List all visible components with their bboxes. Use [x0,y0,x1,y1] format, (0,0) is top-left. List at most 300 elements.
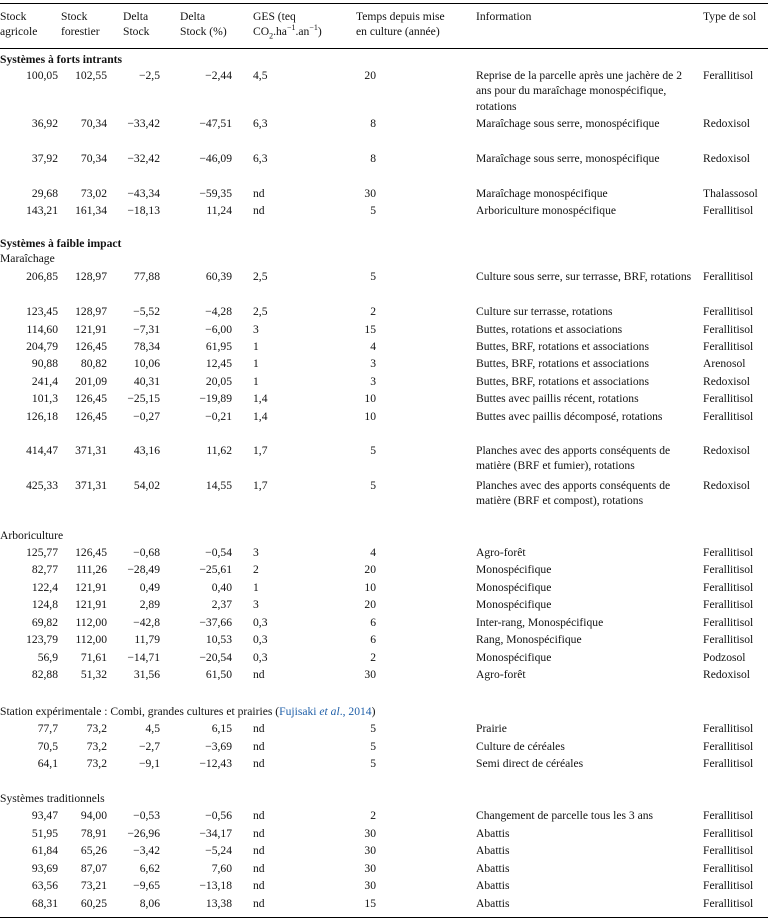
cell-delta-stock: 11,79 [134,633,160,646]
cell-delta-stock: 0,49 [139,581,160,594]
cell-information: Buttes avec paillis décomposé, rotations [476,410,663,423]
cell-temps: 2 [370,305,376,318]
cell-delta-stock-pct: −37,66 [199,616,232,629]
cell-type-de-sol: Ferallitisol [703,809,754,822]
cell-stock-agricole: 61,84 [31,844,58,857]
cell-stock-forestier: 73,2 [86,740,107,753]
cell-stock-forestier: 51,32 [80,668,107,681]
cell-temps: 6 [370,633,376,646]
cell-ges: 0,3 [253,616,268,629]
cell-information: Buttes avec paillis récent, rotations [476,392,639,405]
cell-delta-stock: 4,5 [145,722,160,735]
cell-temps: 15 [364,323,376,336]
cell-temps: 5 [370,479,376,492]
cell-information: Maraîchage monospécifique [476,187,608,200]
cell-information: Culture de céréales [476,740,565,753]
cell-delta-stock-pct: −3,69 [205,740,232,753]
citation-author: Fujisaki [279,705,320,718]
cell-information: Buttes, BRF, rotations et associations [476,357,649,370]
cell-type-de-sol: Ferallitisol [703,722,754,735]
cell-delta-stock: 8,06 [139,897,160,910]
cell-information: Arboriculture monospécifique [476,204,617,217]
cell-stock-agricole: 70,5 [37,740,58,753]
cell-delta-stock-pct: 14,55 [205,479,232,492]
cell-stock-forestier: 371,31 [75,444,107,457]
cell-ges: nd [253,897,265,910]
cell-delta-stock-pct: −0,54 [205,546,232,559]
cell-ges: 1,7 [253,444,268,457]
cell-ges: 3 [253,598,259,611]
cell-type-de-sol: Redoxisol [703,479,751,492]
cell-delta-stock: 2,89 [139,598,160,611]
cell-delta-stock: 10,06 [133,357,160,370]
cell-ges: 0,3 [253,651,268,664]
header-ges [253,9,322,40]
cell-delta-stock: −43,34 [127,187,160,200]
cell-stock-forestier: 371,31 [75,479,107,492]
header-line [253,24,322,39]
cell-information: Inter-rang, Monospécifique [476,616,604,629]
cell-ges: nd [253,187,265,200]
cell-type-de-sol: Redoxisol [703,117,751,130]
cell-delta-stock: −25,15 [127,392,160,405]
cell-stock-agricole: 122,4 [31,581,58,594]
cell-temps: 4 [370,546,376,559]
cell-information: Planches avec des apports conséquents de matière (BRF et compost), rotations [476,479,671,508]
cell-ges: nd [253,740,265,753]
cell-ges: 2,5 [253,270,268,283]
cell-delta-stock: −14,71 [127,651,160,664]
cell-stock-forestier: 128,97 [75,270,107,283]
citation-year: ., 2014 [339,705,372,718]
cell-delta-stock: −0,68 [133,546,160,559]
cell-stock-agricole: 204,79 [26,340,58,353]
header-delta-stock [123,9,149,40]
cell-stock-forestier: 73,2 [86,757,107,770]
cell-stock-agricole: 63,56 [31,879,58,892]
cell-stock-agricole: 82,88 [31,668,58,681]
cell-delta-stock: −28,49 [127,563,160,576]
cell-temps: 30 [364,844,376,857]
cell-delta-stock: −18,13 [127,204,160,217]
header-ges-an: .an [295,25,310,39]
header-ges-exp: −1 [286,23,296,33]
cell-delta-stock-pct: 61,50 [205,668,232,681]
section-forts-intrants: Systèmes à forts intrants [0,53,123,66]
header-line: en culture (année) [356,25,440,39]
cell-stock-forestier: 78,91 [80,827,107,840]
cell-type-de-sol: Ferallitisol [703,740,754,753]
cell-delta-stock-pct: 61,95 [205,340,232,353]
header-information [476,9,531,24]
cell-type-de-sol: Ferallitisol [703,204,754,217]
cell-ges: nd [253,879,265,892]
cell-information: Semi direct de céréales [476,757,584,770]
cell-delta-stock: 43,16 [133,444,160,457]
cell-information: Abattis [476,844,510,857]
cell-temps: 20 [364,598,376,611]
cell-stock-forestier: 121,91 [75,598,107,611]
cell-ges: 0,3 [253,633,268,646]
cell-information: Culture sur terrasse, rotations [476,305,613,318]
cell-information: Planches avec des apports conséquents de matière (BRF et fumier), rotations [476,444,671,473]
cell-information: Culture sous serre, sur terrasse, BRF, rotations [476,270,692,283]
cell-stock-forestier: 80,82 [80,357,107,370]
cell-type-de-sol: Arenosol [703,357,746,370]
cell-temps: 2 [370,651,376,664]
cell-stock-forestier: 121,91 [75,581,107,594]
cell-information: Buttes, BRF, rotations et associations [476,375,649,388]
cell-type-de-sol: Ferallitisol [703,270,754,283]
cell-stock-forestier: 70,34 [80,117,107,130]
cell-stock-agricole: 414,47 [26,444,58,457]
cell-delta-stock: 40,31 [133,375,160,388]
cell-delta-stock-pct: −2,44 [205,69,232,82]
cell-delta-stock-pct: −13,18 [199,879,232,892]
cell-stock-forestier: 112,00 [75,633,107,646]
cell-ges: 2,5 [253,305,268,318]
cell-ges: nd [253,757,265,770]
cell-delta-stock: −7,31 [133,323,160,336]
cell-ges: 1,7 [253,479,268,492]
cell-temps: 5 [370,270,376,283]
cell-ges: nd [253,809,265,822]
cell-stock-forestier: 70,34 [80,152,107,165]
cell-information: Prairie [476,722,507,735]
cell-stock-agricole: 123,79 [26,633,58,646]
cell-stock-agricole: 69,82 [31,616,58,629]
cell-temps: 30 [364,827,376,840]
header-ges-sub: 2 [269,31,274,41]
cell-delta-stock: −9,65 [133,879,160,892]
cell-information: Monospécifique [476,651,552,664]
cell-delta-stock-pct: 60,39 [205,270,232,283]
cell-stock-forestier: 73,2 [86,722,107,735]
cell-ges: 6,3 [253,152,268,165]
cell-delta-stock-pct: 2,37 [211,598,232,611]
header-stock-forestier [61,9,100,40]
cell-temps: 4 [370,340,376,353]
cell-type-de-sol: Ferallitisol [703,392,754,405]
cell-temps: 5 [370,722,376,735]
cell-temps: 8 [370,117,376,130]
cell-type-de-sol: Ferallitisol [703,305,754,318]
cell-ges: 2 [253,563,259,576]
cell-stock-forestier: 73,02 [80,187,107,200]
cell-stock-agricole: 36,92 [31,117,58,130]
cell-type-de-sol: Ferallitisol [703,827,754,840]
cell-stock-forestier: 112,00 [75,616,107,629]
cell-temps: 30 [364,862,376,875]
cell-type-de-sol: Ferallitisol [703,897,754,910]
cell-information: Maraîchage sous serre, monospécifique [476,117,660,130]
cell-stock-agricole: 29,68 [31,187,58,200]
cell-type-de-sol: Ferallitisol [703,340,754,353]
cell-information: Abattis [476,879,510,892]
cell-delta-stock-pct: −20,54 [199,651,232,664]
cell-type-de-sol: Ferallitisol [703,323,754,336]
citation-etal: et al [319,705,340,718]
cell-temps: 10 [364,392,376,405]
station-label-close: ) [371,705,376,718]
cell-temps: 10 [364,410,376,423]
cell-delta-stock: −26,96 [127,827,160,840]
cell-ges: nd [253,862,265,875]
header-line: Delta [123,10,149,23]
header-ges-co: CO [253,25,270,39]
cell-delta-stock: 6,62 [139,862,160,875]
cell-type-de-sol: Ferallitisol [703,563,754,576]
cell-stock-forestier: 161,34 [75,204,107,217]
cell-type-de-sol: Ferallitisol [703,410,754,423]
cell-delta-stock-pct: −0,21 [205,410,232,423]
cell-stock-agricole: 126,18 [26,410,58,423]
cell-stock-forestier: 65,26 [80,844,107,857]
cell-stock-agricole: 114,60 [26,323,58,336]
cell-type-de-sol: Ferallitisol [703,844,754,857]
cell-delta-stock-pct: 11,24 [206,204,232,217]
cell-type-de-sol: Ferallitisol [703,757,754,770]
header-line: Stock [0,10,27,23]
cell-information: Abattis [476,862,510,875]
cell-delta-stock-pct: 12,45 [205,357,232,370]
header-type-de-sol [703,9,756,24]
cell-stock-agricole: 206,85 [26,270,58,283]
cell-information: Monospécifique [476,581,552,594]
cell-delta-stock: −3,42 [133,844,160,857]
header-line: Stock (%) [180,25,227,39]
cell-stock-forestier: 126,45 [75,410,107,423]
cell-type-de-sol: Redoxisol [703,444,751,457]
cell-stock-forestier: 201,09 [75,375,107,388]
cell-type-de-sol: Redoxisol [703,375,751,388]
cell-delta-stock-pct: −4,28 [205,305,232,318]
cell-temps: 3 [370,357,376,370]
cell-delta-stock: −32,42 [127,152,160,165]
cell-temps: 5 [370,757,376,770]
cell-delta-stock-pct: −12,43 [199,757,232,770]
cell-temps: 2 [370,809,376,822]
cell-stock-agricole: 37,92 [31,152,58,165]
cell-delta-stock-pct: −47,51 [199,117,232,130]
cell-delta-stock: 31,56 [133,668,160,681]
table-bottom-rule [0,917,768,918]
subsection-systemes-traditionnels: Systèmes traditionnels [0,792,105,805]
cell-delta-stock: 77,88 [133,270,160,283]
cell-temps: 6 [370,616,376,629]
header-ges-close: ) [317,25,322,39]
cell-delta-stock-pct: 7,60 [211,862,232,875]
cell-stock-forestier: 73,21 [80,879,107,892]
cell-information: Maraîchage sous serre, monospécifique [476,152,660,165]
section-faible-impact: Systèmes à faible impact [0,237,122,250]
header-line: Type de sol [703,10,757,23]
header-line: Stock [61,10,88,23]
cell-stock-agricole: 124,8 [31,598,58,611]
header-temps [356,9,445,40]
header-line: Delta [180,10,206,23]
cell-ges: 1 [253,581,259,594]
cell-delta-stock-pct: 13,38 [205,897,232,910]
cell-stock-agricole: 143,21 [26,204,58,217]
cell-stock-forestier: 102,55 [75,69,107,82]
subsection-arboriculture: Arboriculture [0,529,64,542]
cell-type-de-sol: Ferallitisol [703,69,754,82]
header-line: Stock [123,25,150,39]
cell-stock-forestier: 121,91 [75,323,107,336]
cell-ges: 4,5 [253,69,268,82]
cell-information: Reprise de la parcelle après une jachère de 2 ans pour du maraîchage monospécifique, rotations [476,69,682,113]
cell-information: Buttes, BRF, rotations et associations [476,340,649,353]
header-line: agricole [0,25,38,39]
cell-type-de-sol: Ferallitisol [703,633,754,646]
header-line: Temps depuis mise [356,10,445,23]
cell-ges: nd [253,668,265,681]
cell-delta-stock: 54,02 [133,479,160,492]
cell-ges: nd [253,827,265,840]
cell-stock-agricole: 51,95 [31,827,58,840]
cell-stock-forestier: 71,61 [80,651,107,664]
cell-delta-stock: −9,1 [138,757,160,770]
cell-information: Abattis [476,827,510,840]
cell-ges: nd [253,722,265,735]
subsection-maraichage: Maraîchage [0,252,55,265]
cell-delta-stock-pct: −59,35 [199,187,232,200]
table-top-rule [0,3,768,4]
cell-stock-agricole: 93,69 [31,862,58,875]
cell-stock-agricole: 68,31 [31,897,58,910]
cell-ges: 3 [253,546,259,559]
cell-stock-forestier: 126,45 [75,392,107,405]
cell-information: Agro-forêt [476,668,526,681]
cell-type-de-sol: Ferallitisol [703,581,754,594]
cell-stock-forestier: 60,25 [80,897,107,910]
cell-temps: 3 [370,375,376,388]
cell-temps: 5 [370,204,376,217]
cell-delta-stock-pct: −25,61 [199,563,232,576]
cell-ges: 3 [253,323,259,336]
cell-delta-stock-pct: −34,17 [199,827,232,840]
cell-delta-stock-pct: 0,40 [211,581,232,594]
cell-delta-stock: −2,7 [138,740,160,753]
cell-ges: 1,4 [253,410,268,423]
cell-stock-agricole: 64,1 [37,757,58,770]
cell-delta-stock: −5,52 [133,305,160,318]
cell-delta-stock: −33,42 [127,117,160,130]
cell-delta-stock: −0,53 [133,809,160,822]
cell-stock-agricole: 100,05 [26,69,58,82]
cell-delta-stock: −2,5 [138,69,160,82]
cell-delta-stock-pct: 10,53 [205,633,232,646]
cell-stock-agricole: 123,45 [26,305,58,318]
cell-temps: 5 [370,444,376,457]
cell-type-de-sol: Redoxisol [703,668,751,681]
cell-type-de-sol: Redoxisol [703,152,751,165]
cell-delta-stock-pct: −5,24 [205,844,232,857]
cell-ges: 6,3 [253,117,268,130]
cell-information: Changement de parcelle tous les 3 ans [476,809,654,822]
cell-temps: 30 [364,187,376,200]
cell-temps: 8 [370,152,376,165]
cell-stock-forestier: 126,45 [75,340,107,353]
cell-stock-agricole: 241,4 [31,375,58,388]
cell-delta-stock-pct: 11,62 [206,444,232,457]
cell-temps: 15 [364,897,376,910]
cell-ges: 1 [253,375,259,388]
cell-information: Rang, Monospécifique [476,633,582,646]
header-line: forestier [61,25,100,39]
cell-delta-stock: −0,27 [133,410,160,423]
cell-stock-forestier: 94,00 [80,809,107,822]
header-delta-stock-pct [180,9,227,40]
cell-information: Monospécifique [476,563,552,576]
header-ges-ha: .ha [273,25,287,39]
cell-temps: 20 [364,69,376,82]
table-header-rule [0,48,768,49]
cell-stock-agricole: 425,33 [26,479,58,492]
cell-stock-agricole: 125,77 [26,546,58,559]
cell-information: Monospécifique [476,598,552,611]
citation-link[interactable] [279,705,371,718]
cell-delta-stock-pct: −6,00 [205,323,232,336]
cell-stock-agricole: 77,7 [37,722,58,735]
cell-type-de-sol: Podzosol [703,651,746,664]
cell-delta-stock-pct: −46,09 [199,152,232,165]
cell-temps: 30 [364,668,376,681]
subsection-station-experimentale [0,704,375,719]
cell-ges: 1,4 [253,392,268,405]
cell-delta-stock: −42,8 [133,616,160,629]
cell-type-de-sol: Ferallitisol [703,546,754,559]
cell-temps: 10 [364,581,376,594]
cell-temps: 5 [370,740,376,753]
cell-stock-agricole: 101,3 [31,392,58,405]
cell-ges: 1 [253,340,259,353]
cell-type-de-sol: Ferallitisol [703,616,754,629]
cell-delta-stock-pct: 20,05 [205,375,232,388]
cell-information: Buttes, rotations et associations [476,323,623,336]
cell-stock-agricole: 90,88 [31,357,58,370]
cell-delta-stock: 78,34 [133,340,160,353]
cell-information: Agro-forêt [476,546,526,559]
cell-type-de-sol: Ferallitisol [703,598,754,611]
header-stock-agricole [0,9,37,40]
cell-temps: 20 [364,563,376,576]
cell-delta-stock-pct: 6,15 [211,722,232,735]
cell-temps: 30 [364,879,376,892]
header-line: Information [476,10,532,23]
cell-stock-agricole: 82,77 [31,563,58,576]
station-label: Station expérimentale : Combi, grandes cultures et prairies ( [0,705,280,718]
cell-information: Abattis [476,897,510,910]
header-line: GES (teq [253,10,296,23]
header-ges-exp2: −1 [309,23,318,33]
cell-stock-agricole: 93,47 [31,809,58,822]
cell-stock-forestier: 128,97 [75,305,107,318]
cell-type-de-sol: Ferallitisol [703,879,754,892]
cell-type-de-sol: Ferallitisol [703,862,754,875]
cell-ges: nd [253,844,265,857]
cell-ges: 1 [253,357,259,370]
cell-stock-agricole: 56,9 [37,651,58,664]
cell-stock-forestier: 126,45 [75,546,107,559]
cell-stock-forestier: 87,07 [80,862,107,875]
cell-delta-stock-pct: −0,56 [205,809,232,822]
cell-type-de-sol: Thalassosol [703,187,758,200]
cell-ges: nd [253,204,265,217]
cell-stock-forestier: 111,26 [75,563,107,576]
cell-delta-stock-pct: −19,89 [199,392,232,405]
